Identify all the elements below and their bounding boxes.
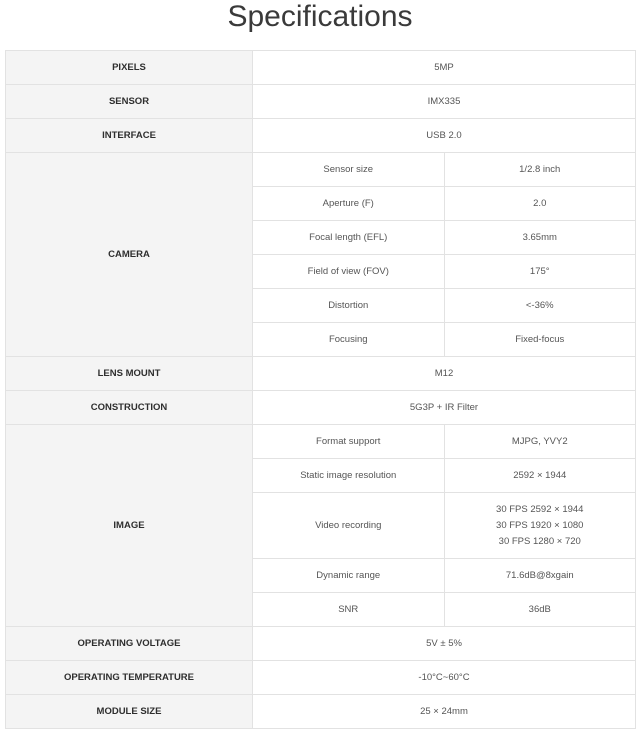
video-mode: 30 FPS 1920 × 1080 [496, 519, 584, 531]
spec-sub-value [444, 493, 636, 559]
spec-sub-value: 3.65mm [444, 221, 636, 255]
spec-sub-label: SNR [253, 593, 445, 627]
spec-value: IMX335 [253, 85, 636, 119]
spec-sub-label: Format support [253, 425, 445, 459]
spec-sub-value: 36dB [444, 593, 636, 627]
spec-row-image [6, 425, 636, 459]
spec-label: LENS MOUNT [6, 357, 253, 391]
spec-label: INTERFACE [6, 119, 253, 153]
spec-value: 5V ± 5% [253, 627, 636, 661]
spec-label: OPERATING TEMPERATURE [6, 661, 253, 695]
spec-value: 5MP [253, 51, 636, 85]
spec-sub-value: Fixed-focus [444, 323, 636, 357]
spec-label: CONSTRUCTION [6, 391, 253, 425]
spec-label: MODULE SIZE [6, 695, 253, 729]
spec-label: OPERATING VOLTAGE [6, 627, 253, 661]
spec-sub-label: Focusing [253, 323, 445, 357]
spec-row-module-size [6, 695, 636, 729]
spec-row-sensor [6, 85, 636, 119]
spec-sub-value: 1/2.8 inch [444, 153, 636, 187]
spec-sub-label: Focal length (EFL) [253, 221, 445, 255]
spec-sub-label: Aperture (F) [253, 187, 445, 221]
video-mode: 30 FPS 1280 × 720 [498, 535, 581, 547]
spec-value: 5G3P + IR Filter [253, 391, 636, 425]
spec-row-construction [6, 391, 636, 425]
spec-sub-label: Video recording [253, 493, 445, 559]
video-mode: 30 FPS 2592 × 1944 [496, 503, 584, 515]
spec-sub-value: 175° [444, 255, 636, 289]
spec-sub-value: 2592 × 1944 [444, 459, 636, 493]
page-title: Specifications [227, 0, 413, 33]
specifications-table [5, 50, 636, 729]
spec-row-pixels [6, 51, 636, 85]
spec-sub-value: 2.0 [444, 187, 636, 221]
spec-label: IMAGE [6, 425, 253, 627]
spec-label: PIXELS [6, 51, 253, 85]
spec-sub-value: <-36% [444, 289, 636, 323]
spec-value: USB 2.0 [253, 119, 636, 153]
spec-label: SENSOR [6, 85, 253, 119]
spec-row-operating-temperature [6, 661, 636, 695]
spec-sub-label: Dynamic range [253, 559, 445, 593]
spec-sub-label: Static image resolution [253, 459, 445, 493]
spec-row-operating-voltage [6, 627, 636, 661]
spec-sub-label: Field of view (FOV) [253, 255, 445, 289]
spec-row-interface [6, 119, 636, 153]
spec-sub-label: Sensor size [253, 153, 445, 187]
spec-value: 25 × 24mm [253, 695, 636, 729]
spec-sub-label: Distortion [253, 289, 445, 323]
spec-sub-value: 71.6dB@8xgain [444, 559, 636, 593]
spec-sub-value: MJPG, YVY2 [444, 425, 636, 459]
spec-row-lens-mount [6, 357, 636, 391]
spec-row-camera [6, 153, 636, 187]
spec-label: CAMERA [6, 153, 253, 357]
spec-value: M12 [253, 357, 636, 391]
spec-value: -10°C~60°C [253, 661, 636, 695]
